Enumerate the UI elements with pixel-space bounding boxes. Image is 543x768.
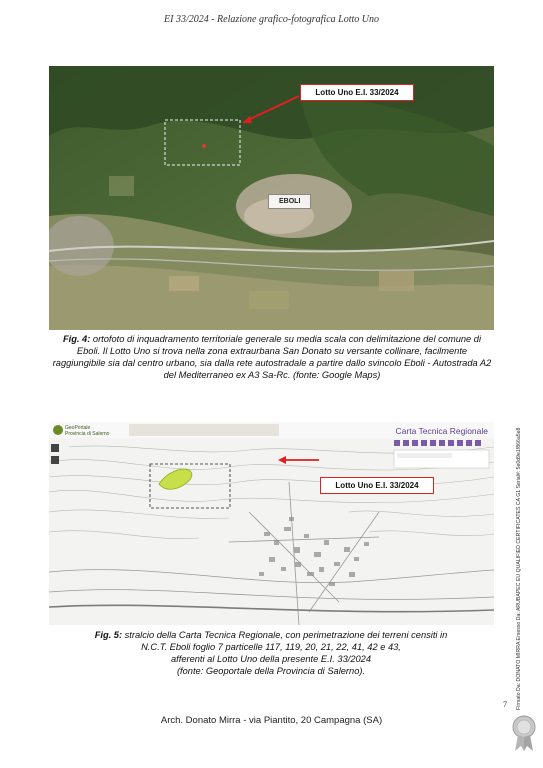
figure4-caption-prefix: Fig. 4: xyxy=(62,334,91,344)
geoportale-title xyxy=(65,425,109,437)
lotto-label-fig5: Lotto Uno E.I. 33/2024 xyxy=(320,477,434,494)
geoportale-line1: GeoPortale xyxy=(65,425,91,431)
page-number: 7 xyxy=(503,700,507,709)
page-footer: Arch. Donato Mirra - via Piantito, 20 Campagna (SA) xyxy=(160,715,383,726)
figure5-caption-line2: N.C.T. Eboli foglio 7 particelle 117, 119, 20, 21, 22, 41, 42 e 43, xyxy=(141,642,401,652)
seal-icon xyxy=(510,713,538,753)
signature-stamp-text: Firmato Da: DONATO MIRRA Emesso Da: ARUBAPEC EU QUALIFIED CERTIFICATES CA G1 Serial#: 5e0d9e1f866a5e8 xyxy=(516,427,522,710)
ctr-map-image xyxy=(49,422,494,625)
figure4-caption xyxy=(52,333,492,381)
figure5-caption-prefix: Fig. 5: xyxy=(94,630,123,640)
figure5-caption xyxy=(60,629,482,677)
page-header: EI 33/2024 - Relazione grafico-fotografica Lotto Uno xyxy=(164,14,379,25)
eboli-label: EBOLI xyxy=(268,194,311,209)
figure5-caption-line3: afferenti al Lotto Uno della presente E.I. 33/2024 xyxy=(170,654,372,664)
figure4-caption-text: ortofoto di inquadramento territoriale generale su media scala con delimitazione del comune di Eboli. Il Lotto Uno si trova nella zona extraurbana San Donato su versante collinare, facilmente raggiungibile sia dal centro urbano, sia dalla rete autostradale a partire dallo svincolo Eboli - Autostrada A2 del Mediterraneo ex A3 Sa-Rc. (fonte: Google Maps) xyxy=(52,334,492,380)
orthophoto-figure xyxy=(49,66,494,330)
lotto-label-fig4: Lotto Uno E.I. 33/2024 xyxy=(300,84,414,101)
geoportale-line2: Provincia di Salerno xyxy=(65,431,110,437)
digital-signature-stamp xyxy=(516,380,526,710)
figure5-caption-line1: stralcio della Carta Tecnica Regionale, con perimetrazione dei terreni censiti in xyxy=(122,630,448,640)
figure5-caption-line4: (fonte: Geoportale della Provincia di Salerno). xyxy=(176,666,366,676)
ctr-title: Carta Tecnica Regionale xyxy=(395,426,488,436)
ctr-map-figure xyxy=(49,422,494,625)
